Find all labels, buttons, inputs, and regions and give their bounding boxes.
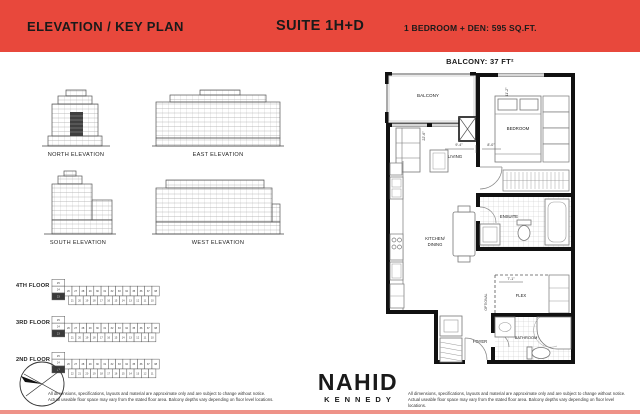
foyer-closet — [440, 316, 462, 362]
page-title: ELEVATION / KEY PLAN — [27, 19, 184, 34]
keyplan-unit-number: 32 — [110, 290, 114, 294]
disclaimer-left — [48, 391, 310, 403]
kitchen-label: KITCHEN/ — [425, 236, 445, 241]
keyplan-unit-number: 35 — [132, 327, 136, 331]
keyplan-unit-number: 21 — [70, 336, 74, 340]
flex-desk — [549, 275, 569, 313]
ensuite-label: ENSUITE — [499, 214, 519, 219]
keyplan-unit-number: 34 — [125, 327, 128, 331]
keyplan-unit-number: 34 — [125, 363, 128, 367]
keyplan-unit-number: 24 — [56, 288, 60, 292]
keyplan-unit-number: 12 — [136, 336, 140, 340]
keyplan-unit-number: 37 — [146, 290, 150, 294]
ensuite-toilet — [517, 220, 531, 241]
north-elevation-drawing — [40, 82, 112, 154]
bedroom-wardrobe — [503, 170, 569, 191]
bathroom-sink — [495, 317, 515, 337]
keyplan-unit-number: 37 — [146, 363, 150, 367]
keyplan-unit-number: 12 — [136, 299, 140, 303]
logo-subname: KENNEDY — [324, 395, 396, 404]
keyplan-unit-number: 18 — [92, 299, 96, 303]
keyplan-unit-number: 26 — [66, 327, 70, 331]
keyplan-unit-number: 30 — [96, 363, 99, 367]
keyplan-unit-number: 27 — [74, 327, 78, 331]
keyplan-unit-number: 31 — [103, 290, 107, 294]
keyplan-unit-number: 25 — [56, 318, 60, 322]
keyplan-unit-number: 29 — [88, 290, 92, 294]
keyplan-unit-number: 20 — [78, 299, 81, 303]
keyplan-unit-number: 10 — [150, 299, 154, 303]
keyplan-unit-number: 21 — [70, 299, 74, 303]
keyplan-unit-number: 14 — [121, 336, 125, 340]
keyplan-unit-number: 12 — [143, 372, 147, 376]
keyplan-unit-number: 33 — [117, 363, 121, 367]
keyplan-unit-number: 28 — [81, 363, 85, 367]
keyplan-unit-number: 27 — [74, 290, 78, 294]
keyplan-unit-number: 19 — [85, 299, 89, 303]
structural-column — [459, 117, 476, 141]
north-elevation-label: NORTH ELEVATION — [47, 152, 105, 158]
bedroom-depth-dimension: 11'-2" — [505, 87, 509, 97]
keyplan-unit-number: 22 — [70, 372, 74, 376]
bottom-border — [0, 410, 640, 414]
keyplan-unit-number: 18 — [92, 336, 96, 340]
keyplan-unit-number: 13 — [129, 336, 132, 340]
keyplan-unit-number: 11 — [143, 336, 147, 340]
keyplan-unit-number: 15 — [121, 372, 125, 376]
keyplan-unit-number: 19 — [92, 372, 96, 376]
living-length-dimension: 22'-6" — [422, 131, 426, 141]
keyplan-unit-number: 32 — [110, 363, 114, 367]
keyplan-unit-number: 13 — [129, 299, 132, 303]
keyplan-unit-number: 33 — [117, 290, 121, 294]
bedroom-closet — [543, 96, 569, 162]
keyplan-unit-number: 24 — [56, 361, 60, 365]
keyplan-unit-number: 27 — [74, 363, 78, 367]
suite-title: SUITE 1H+D — [276, 18, 365, 34]
keyplan-unit-number: 29 — [88, 327, 92, 331]
keyplan-unit-number: 15 — [114, 336, 118, 340]
keyplan-2nd-floor-label: 2ND FLOOR — [16, 357, 51, 363]
bedroom-window — [498, 74, 544, 77]
keyplan-unit-number: 25 — [56, 354, 60, 358]
keyplan-unit-number: 17 — [107, 372, 111, 376]
disclaimer-right — [408, 391, 632, 408]
keyplan-unit-number: 30 — [96, 327, 99, 331]
flex-width-dimension: 7'-1" — [507, 277, 515, 281]
keyplan-unit-number: 17 — [99, 299, 103, 303]
keyplan-unit-number: 16 — [107, 299, 111, 303]
keyplan-unit-number: 11 — [150, 372, 154, 376]
keyplan-unit-number: 28 — [81, 327, 85, 331]
ensuite-sink — [480, 224, 500, 245]
keyplan-unit-number: 18 — [99, 372, 103, 376]
west-elevation-drawing — [150, 176, 286, 238]
keyplan-unit-number: 38 — [154, 290, 158, 294]
keyplan-4th-floor — [50, 277, 160, 311]
bathroom-toilet — [527, 347, 550, 359]
keyplan-unit-number: 38 — [154, 363, 158, 367]
keyplan-unit-number: 10 — [150, 336, 154, 340]
coffee-table — [430, 150, 448, 172]
logo-name: NAHID — [317, 369, 399, 395]
suite-details: 1 BEDROOM + DEN: 595 SQ.FT. — [404, 23, 537, 33]
keyplan-unit-number: 30 — [96, 290, 99, 294]
west-elevation-label: WEST ELEVATION — [191, 240, 245, 246]
keyplan-unit-number: 38 — [154, 327, 158, 331]
keyplan-unit-number: 31 — [103, 363, 107, 367]
keyplan-unit-number: 33 — [117, 327, 121, 331]
entry-width-dimension: 8'-0" — [487, 143, 495, 147]
suite-floorplan — [383, 66, 579, 370]
keyplan-3rd-floor-label: 3RD FLOOR — [16, 320, 51, 326]
balcony-label: BALCONY — [417, 93, 439, 98]
south-elevation-drawing — [42, 170, 118, 240]
flex-label: FLEX — [515, 293, 527, 298]
disclaimer-right-line2: Actual useable floor space may vary from the stated floor area. Balcony depths vary depending on floor level locations. — [408, 396, 615, 408]
living-label: LIVING — [447, 154, 463, 159]
brand-logo — [308, 371, 408, 404]
east-elevation-drawing — [150, 86, 286, 152]
keyplan-unit-number: 28 — [81, 290, 85, 294]
compass-north-needle — [21, 376, 42, 384]
keyplan-unit-number: 24 — [56, 325, 60, 329]
optional-label: OPTIONAL — [484, 293, 488, 311]
bathroom-label: BATHROOM — [514, 335, 538, 340]
keyplan-unit-number: 26 — [66, 363, 70, 367]
disclaimer-right-line1: All dimensions, specifications, layouts and material are approximate only and are subject to change without notice. — [408, 391, 626, 396]
keyplan-unit-number: 29 — [88, 363, 92, 367]
kitchen-appliances — [390, 163, 404, 308]
keyplan-unit-number: 31 — [103, 327, 107, 331]
dining-table — [453, 206, 475, 262]
keyplan-unit-number: 36 — [139, 363, 143, 367]
keyplan-unit-number: 25 — [56, 281, 60, 285]
ensuite-bathtub — [545, 199, 569, 245]
south-elevation-label: SOUTH ELEVATION — [49, 240, 107, 246]
bedroom-door — [480, 167, 502, 189]
keyplan-3rd-floor — [50, 314, 160, 348]
keyplan-unit-number: 23 — [56, 332, 60, 336]
living-width-dimension: 9'-4" — [455, 143, 463, 147]
keyplan-unit-number: 35 — [132, 290, 136, 294]
keyplan-unit-number: 17 — [99, 336, 103, 340]
keyplan-unit-number: 26 — [66, 290, 70, 294]
keyplan-unit-number: 32 — [110, 327, 114, 331]
keyplan-unit-number: 23 — [56, 368, 60, 372]
keyplan-unit-number: 15 — [114, 299, 118, 303]
keyplan-unit-number: 21 — [78, 372, 81, 376]
keyplan-unit-number: 16 — [107, 336, 111, 340]
keyplan-unit-number: 36 — [139, 327, 143, 331]
keyplan-unit-number: 13 — [136, 372, 140, 376]
bedroom-label: BEDROOM — [506, 126, 530, 131]
keyplan-unit-number: 37 — [146, 327, 150, 331]
keyplan-unit-number: 35 — [132, 363, 136, 367]
header-bar — [0, 0, 640, 52]
foyer-label: FOYER — [472, 339, 488, 344]
keyplan-unit-number: 36 — [139, 290, 143, 294]
east-elevation-label: EAST ELEVATION — [192, 152, 244, 158]
keyplan-unit-number: 20 — [85, 372, 89, 376]
keyplan-4th-floor-label: 4TH FLOOR — [16, 283, 50, 289]
keyplan-unit-number: 34 — [125, 290, 128, 294]
disclaimer-left-line2: Actual useable floor space may vary from the stated floor area. Balcony depths vary depending on floor level locations. — [48, 396, 274, 402]
balcony-area-title: BALCONY: 37 FT² — [446, 57, 514, 66]
keyplan-unit-number: 19 — [85, 336, 89, 340]
dining-label: DINING — [427, 242, 443, 247]
keyplan-2nd-floor — [50, 350, 160, 384]
keyplan-unit-number: 23 — [56, 295, 60, 299]
keyplan-unit-number: 20 — [78, 336, 81, 340]
keyplan-unit-number: 14 — [129, 372, 132, 376]
keyplan-unit-number: 14 — [121, 299, 125, 303]
keyplan-unit-number: 11 — [143, 299, 147, 303]
keyplan-unit-number: 16 — [114, 372, 118, 376]
disclaimer-left-line1: All dimensions, specifications, layouts and material are approximate only and are subject to change without notice. — [48, 391, 266, 396]
